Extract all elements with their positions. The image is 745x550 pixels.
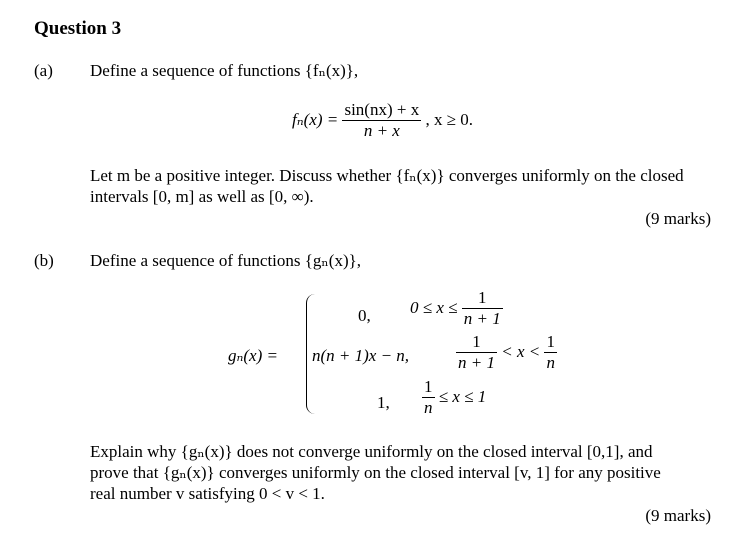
part-b-marks: (9 marks) xyxy=(645,506,711,525)
part-a-eq-lhs: fₙ(x) = xyxy=(292,110,339,130)
case-1-frac-den: n + 1 xyxy=(463,308,501,328)
part-b-label: (b) xyxy=(34,251,54,270)
part-a-eq-fraction xyxy=(342,100,421,140)
case-1-value: 0, xyxy=(358,306,371,325)
part-a-eq-numerator: sin(nx) + x xyxy=(344,100,420,119)
part-a-equation xyxy=(292,100,473,140)
case-2-frac-1-den: n + 1 xyxy=(458,352,495,372)
case-2-condition xyxy=(456,332,557,372)
part-a-eq-denominator: n + x xyxy=(363,120,400,140)
part-b-paragraph-line-1: Explain why {gₙ(x)} does not converge uniformly on the closed interval [0,1], and xyxy=(90,442,653,461)
case-3-value: 1, xyxy=(377,393,390,412)
part-b-eq-lhs: gₙ(x) = xyxy=(228,346,278,365)
case-1-frac-num: 1 xyxy=(462,288,503,309)
case-2-fraction-2 xyxy=(544,332,557,372)
case-3-frac-num: 1 xyxy=(424,377,433,396)
case-3-fraction xyxy=(422,377,435,417)
part-b-intro: Define a sequence of functions {gₙ(x)}, xyxy=(90,251,362,270)
part-a-marks: (9 marks) xyxy=(645,209,711,228)
case-2-frac-2-num: 1 xyxy=(546,332,555,351)
part-a-paragraph-line-1: Let m be a positive integer. Discuss whether {fₙ(x)} converges uniformly on the closed xyxy=(90,166,684,185)
part-b-paragraph-line-3: real number v satisfying 0 < v < 1. xyxy=(90,484,325,503)
case-1-cond-prefix: 0 ≤ x ≤ xyxy=(410,298,458,318)
case-2-value: n(n + 1)x − n, xyxy=(312,346,410,365)
case-1-fraction xyxy=(462,288,503,328)
part-a-label: (a) xyxy=(34,61,53,80)
case-2-mid: < x < xyxy=(501,342,541,362)
part-a-intro: Define a sequence of functions {fₙ(x)}, xyxy=(90,61,359,80)
case-1-condition xyxy=(410,288,503,328)
part-b-paragraph-line-2: prove that {gₙ(x)} converges uniformly on the closed interval [v, 1] for any positive xyxy=(90,463,661,482)
case-3-condition xyxy=(422,377,486,417)
part-a-paragraph-line-2: intervals [0, m] as well as [0, ∞). xyxy=(90,187,314,206)
case-2-frac-2-den: n xyxy=(546,352,555,372)
case-3-cond-suffix: ≤ x ≤ 1 xyxy=(438,387,487,407)
case-3-frac-den: n xyxy=(424,397,433,417)
case-2-frac-1-num: 1 xyxy=(456,332,497,353)
part-a-eq-condition: , x ≥ 0. xyxy=(425,110,474,130)
question-title: Question 3 xyxy=(34,18,122,39)
case-2-fraction-1 xyxy=(456,332,497,372)
